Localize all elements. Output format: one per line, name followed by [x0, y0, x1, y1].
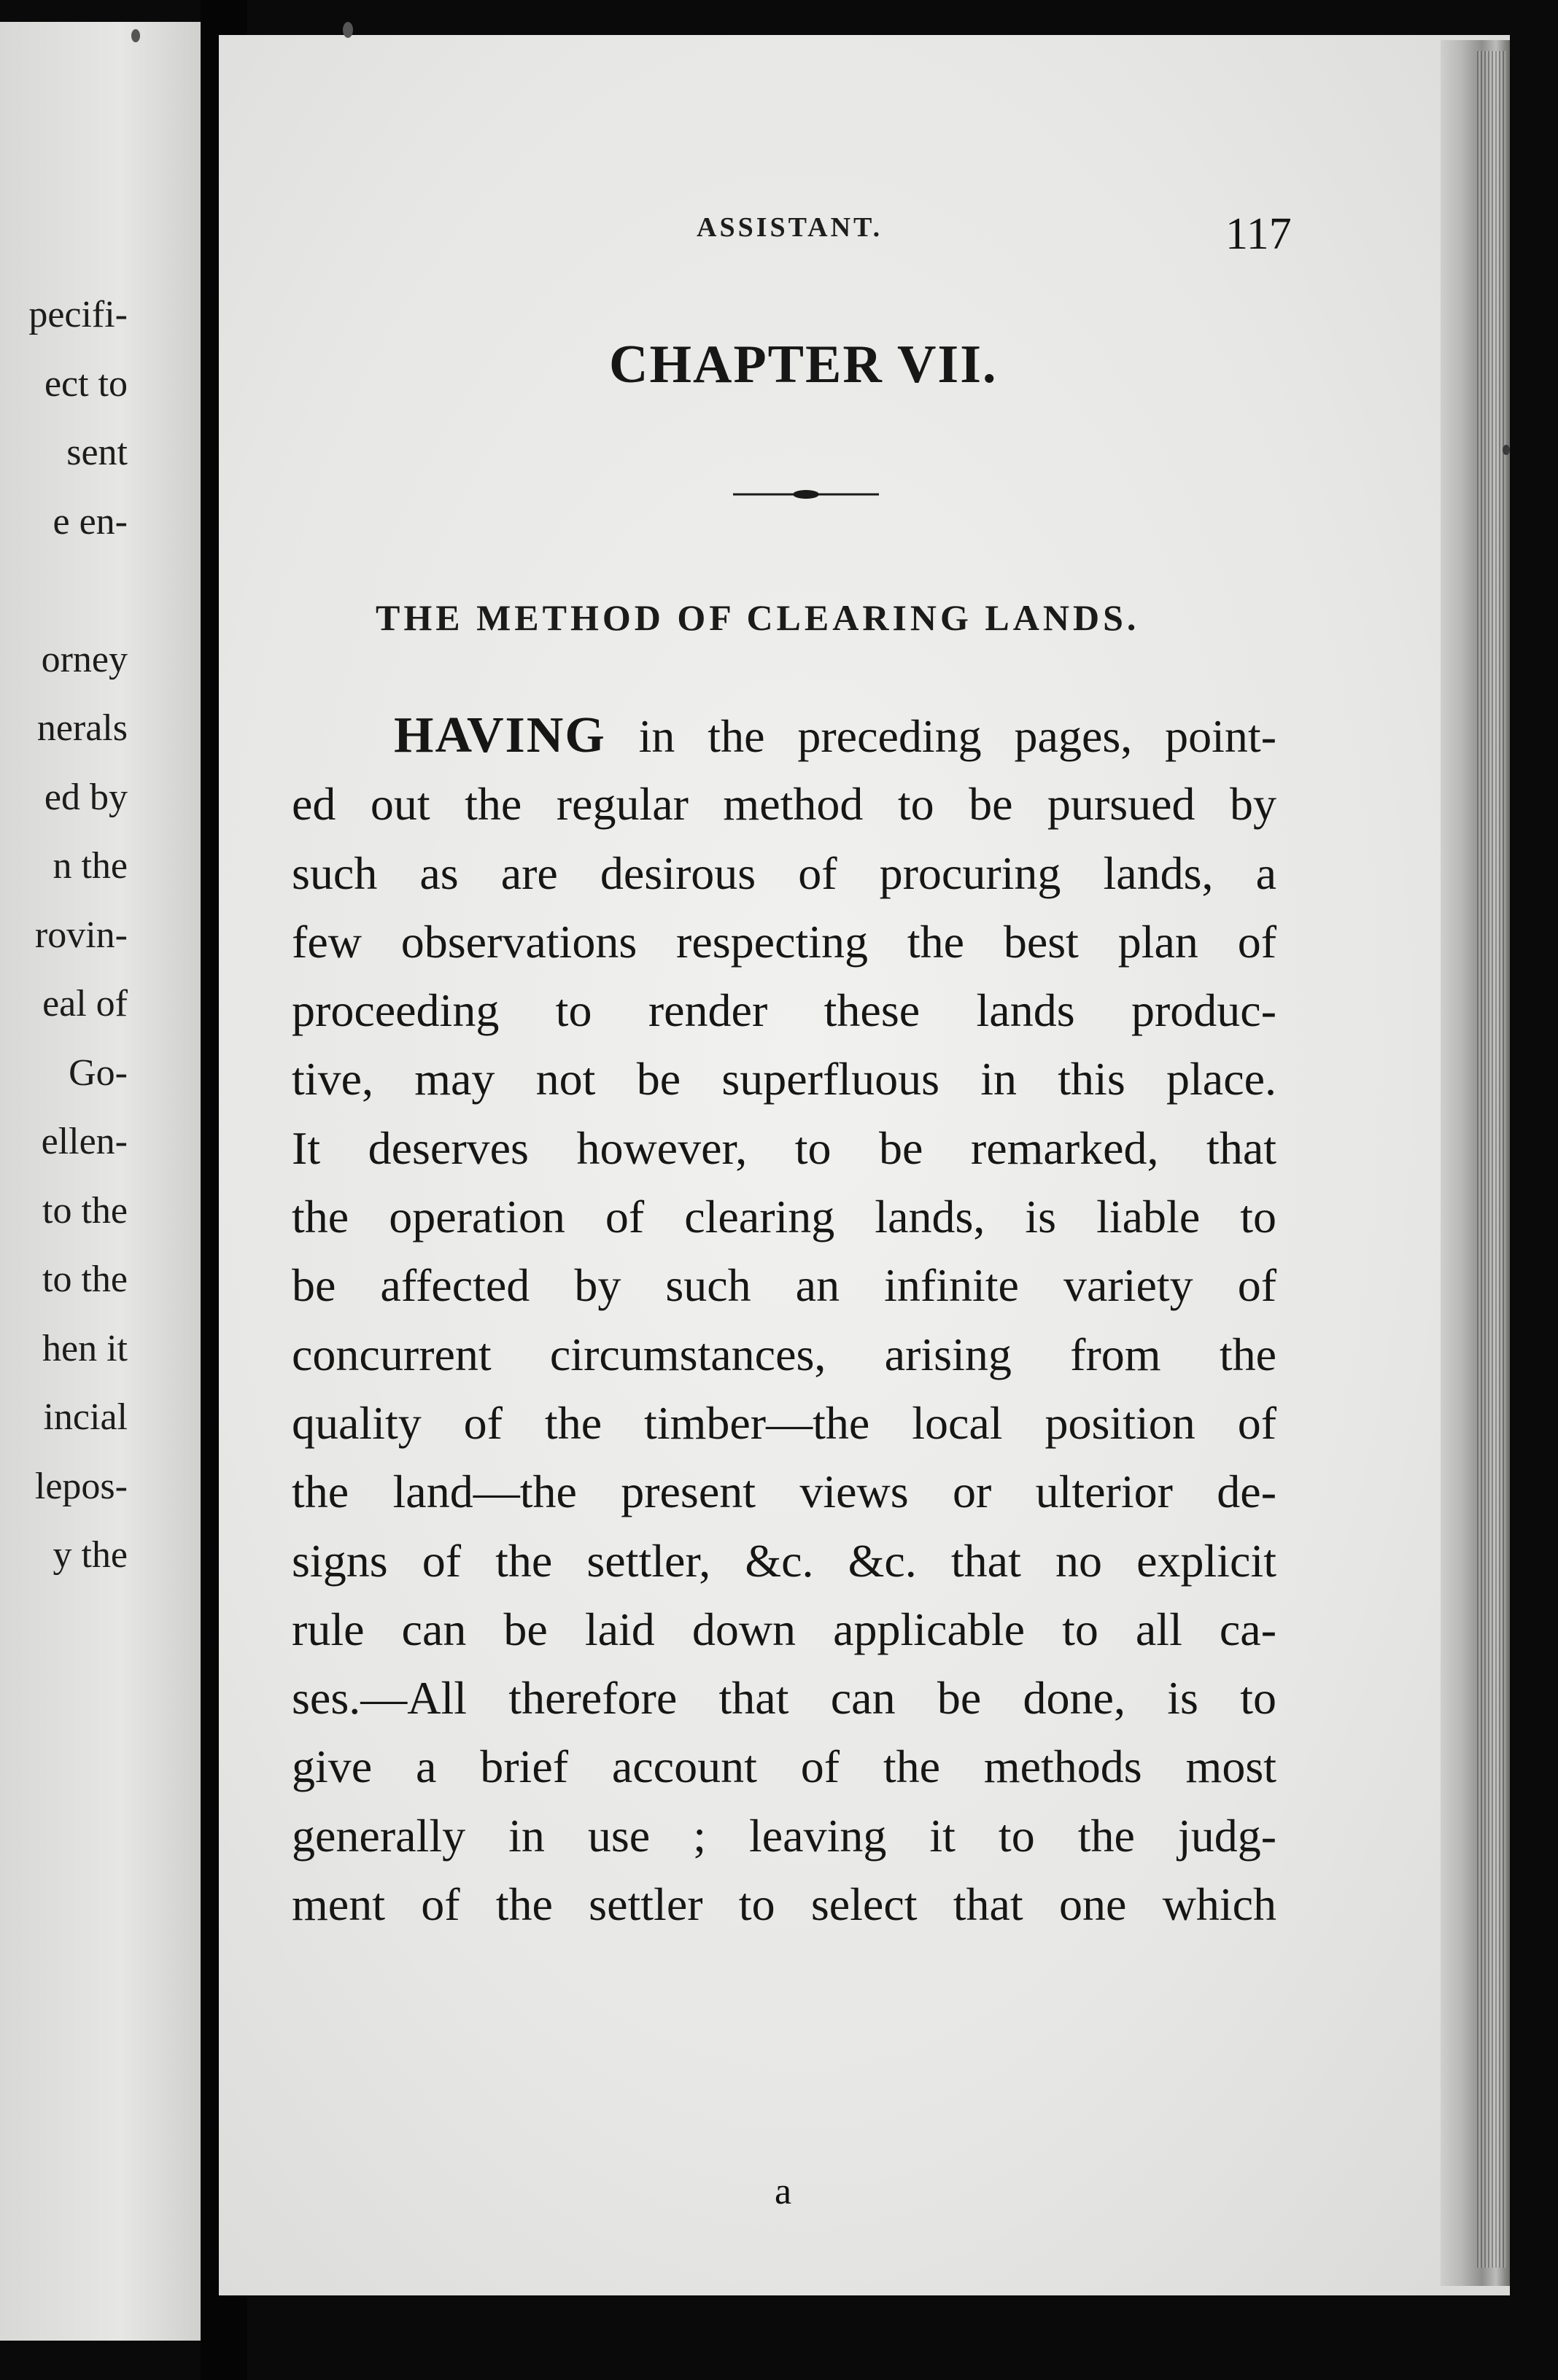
body-line: tive, may not be superfluous in this place.	[292, 1053, 1276, 1105]
body-line: It deserves however, to be remarked, that	[292, 1121, 1276, 1174]
body-line: such as are desirous of procuring lands, a	[292, 847, 1276, 899]
first-line-rest: in the preceding pages, point-	[605, 710, 1276, 762]
left-page-line: n the	[53, 845, 128, 887]
left-page-line: sent	[66, 432, 128, 473]
left-page-line: ect to	[44, 362, 128, 405]
left-page-line: orney	[41, 638, 128, 680]
left-page-line: y the	[53, 1534, 128, 1576]
body-line: ed out the regular method to be pursued by	[292, 778, 1276, 831]
section-title: THE METHOD OF CLEARING LANDS.	[376, 597, 1140, 638]
left-page-line: to the	[42, 1189, 128, 1232]
left-page-line: eal of	[42, 983, 128, 1024]
running-head: ASSISTANT.	[697, 212, 883, 243]
body-line: ses.—All therefore that can be done, is to	[292, 1672, 1276, 1724]
left-page-line: pecifi-	[28, 294, 128, 335]
body-line: the land—the present views or ulterior de-	[292, 1466, 1276, 1518]
left-page-text	[0, 281, 128, 1590]
body-line: be affected by such an infinite variety of	[292, 1259, 1276, 1312]
left-page-line: incial	[43, 1396, 128, 1438]
body-line: generally in use ; leaving it to the judg-	[292, 1809, 1276, 1862]
body-line: proceeding to render these lands produc-	[292, 984, 1276, 1037]
ornament-rule	[733, 487, 879, 502]
dust-speck	[1503, 445, 1510, 455]
left-page-line: rovin-	[34, 914, 128, 956]
dust-speck	[343, 22, 353, 38]
body-line: quality of the timber—the local position of	[292, 1396, 1276, 1449]
body-paragraph	[292, 701, 1276, 1939]
body-line: concurrent circumstances, arising from the	[292, 1328, 1276, 1380]
left-page-line: ellen-	[41, 1121, 128, 1162]
dust-speck	[131, 29, 140, 42]
page-number: 117	[1225, 209, 1292, 259]
fore-edge-texture	[1477, 51, 1506, 2268]
signature-mark: a	[775, 2171, 792, 2212]
left-page-gap	[0, 556, 128, 626]
body-line	[292, 701, 1276, 770]
lead-word: HAVING	[394, 707, 606, 763]
body-line: rule can be laid down applicable to all ca-	[292, 1603, 1276, 1655]
left-page-line: nerals	[36, 707, 128, 749]
left-page-fragment	[0, 22, 201, 2341]
body-line: give a brief account of the methods most	[292, 1741, 1276, 1793]
body-line: ment of the settler to select that one which	[292, 1878, 1276, 1931]
left-page-line: hen it	[42, 1327, 128, 1369]
left-page-line: to the	[42, 1259, 128, 1300]
body-line: the operation of clearing lands, is liable to	[292, 1191, 1276, 1243]
left-page-line: lepos-	[34, 1465, 128, 1507]
body-line: signs of the settler, &c. &c. that no explicit	[292, 1534, 1276, 1587]
body-line: few observations respecting the best plan of	[292, 915, 1276, 968]
chapter-title: CHAPTER VII.	[609, 335, 998, 394]
left-page-line: e en-	[53, 500, 128, 542]
left-page-line: Go-	[69, 1051, 128, 1094]
left-page-line: ed by	[44, 776, 128, 818]
